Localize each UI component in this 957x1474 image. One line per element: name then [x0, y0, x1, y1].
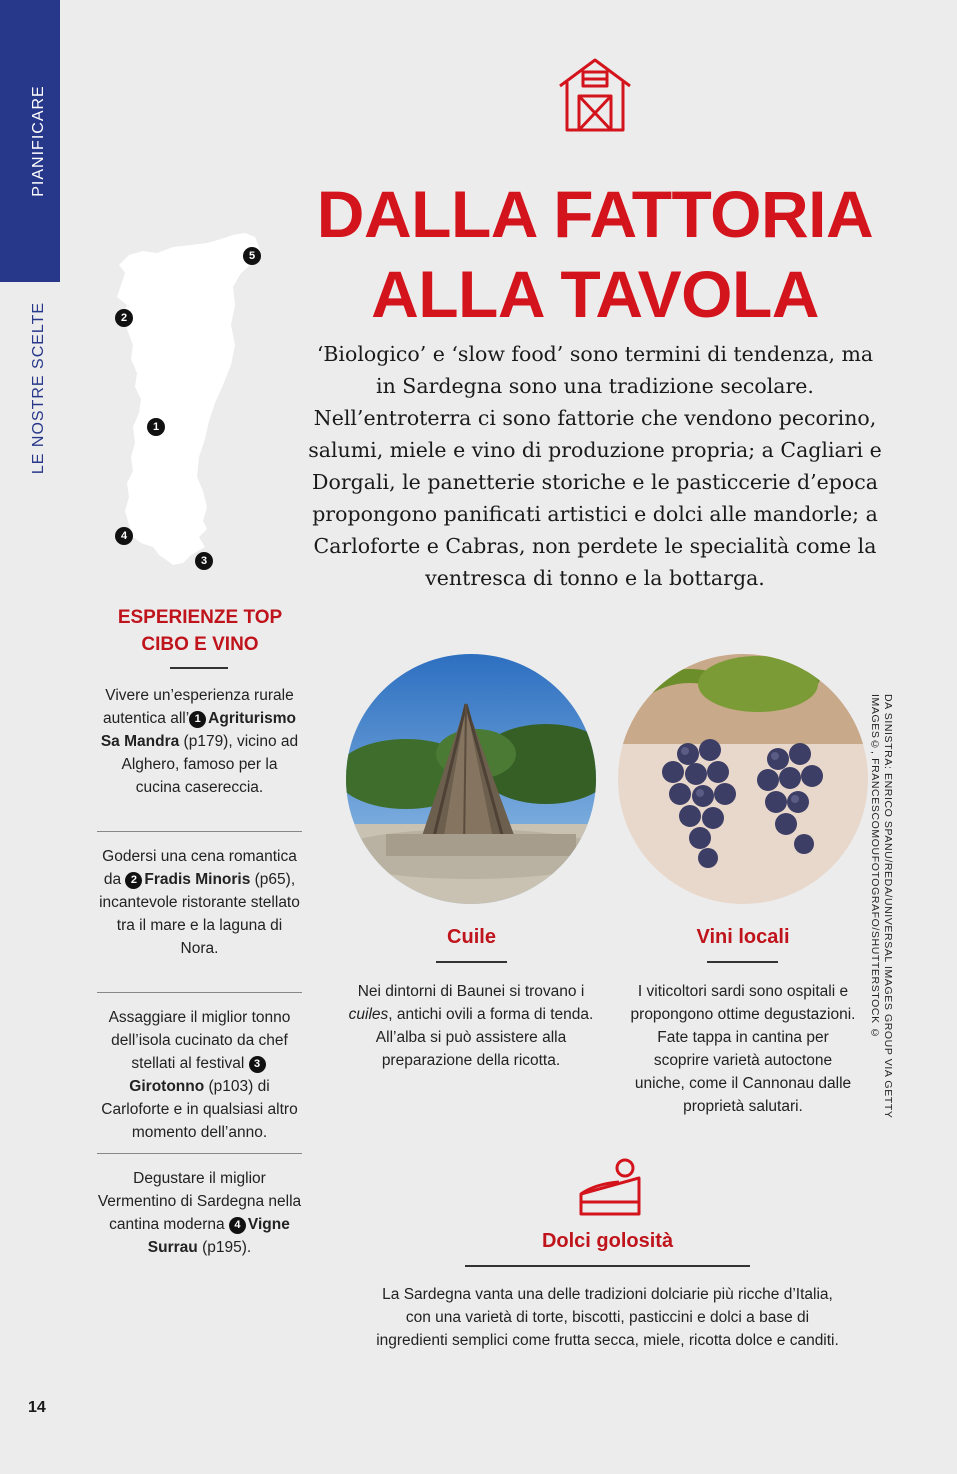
dolci-title: Dolci golosità — [541, 1230, 674, 1252]
section-label: PIANIFICARE — [30, 85, 47, 197]
number-badge: 2 — [125, 872, 142, 889]
photo-credit: DA SINISTRA: ENRICO SPANU/REDA/UNIVERSAL IMAGES GROUP VIA GETTY IMAGES©, FRANCESCOMOUFOTOGRAFO/SHUTTERSTOCK © — [869, 694, 894, 1119]
page-title: DALLA FATTORIA ALLA TAVOLA — [316, 177, 874, 331]
cake-icon — [575, 1156, 645, 1218]
divider — [97, 831, 302, 832]
experience-item-1: Vivere un’esperienza rurale autentica all’ 1 Agriturismo Sa Mandra (p179), vicino ad Alghero, famoso per la cucina casereccia. — [100, 687, 299, 796]
vini-text: I viticoltori sardi sono ospitali e propongono ottime degustazioni. Fate tappa in cantina per scoprire varietà autoctone uniche, come il Cannonau dalle proprietà salutari. — [630, 983, 856, 1115]
map-marker-5: 5 — [243, 247, 261, 265]
vini-title: Vini locali — [696, 926, 790, 948]
intro-paragraph: ‘Biologico’ e ‘slow food’ sono termini di tendenza, ma in Sardegna sono una tradizione secolare. Nell’entroterra ci sono fattorie che vendono pecorino, salumi, miele e vino di produzione propria; a Cagliari e Dorgali, le panetterie storiche e le pasticcerie d’epoca propongono panificati artistici e dolci alle mandorle; a Carloforte e Cabras, non perdete le specialità come la ventresca di tonno e la bottarga. — [308, 342, 882, 590]
experiences-rule — [170, 667, 228, 669]
cuile-text: Nei dintorni di Baunei si trovano i cuiles, antichi ovili a forma di tenda. All’alba si può assistere alla preparazione della ricotta. — [348, 983, 594, 1069]
number-badge: 1 — [189, 711, 206, 728]
map-marker-2: 2 — [115, 309, 133, 327]
cuile-photo — [346, 654, 596, 904]
dolci-rule — [465, 1265, 750, 1267]
map-marker-3: 3 — [195, 552, 213, 570]
divider — [97, 992, 302, 993]
experiences-title: ESPERIENZE TOP CIBO E VINO — [117, 607, 283, 655]
vini-rule — [707, 961, 778, 963]
grapes-photo — [618, 654, 868, 904]
barn-icon — [557, 56, 633, 132]
dolci-text: La Sardegna vanta una delle tradizioni dolciarie più ricche d’Italia, con una varietà di torte, biscotti, pasticcini e dolci a base di ingredienti semplici come frutta secca, miele, ricotta dolce e canditi. — [376, 1286, 839, 1349]
divider — [97, 1153, 302, 1154]
experience-item-3: Assaggiare il miglior tonno dell’isola cucinato da chef stellati al festival 3Girotonno (p103) di Carloforte e in qualsiasi altro momento dell’anno. — [101, 1009, 298, 1141]
map-marker-4: 4 — [115, 527, 133, 545]
number-badge: 4 — [229, 1217, 246, 1234]
cuile-title: Cuile — [447, 926, 496, 948]
number-badge: 3 — [249, 1056, 266, 1073]
cuile-rule — [436, 961, 507, 963]
page-number: 14 — [28, 1399, 46, 1416]
sardinia-map — [95, 225, 295, 585]
experience-item-2: Godersi una cena romantica da 2 Fradis Minoris (p65), incantevole ristorante stellato tra il mare e la laguna di Nora. — [99, 848, 300, 957]
experience-item-4: Degustare il miglior Vermentino di Sardegna nella cantina moderna 4 Vigne Surrau (p195). — [97, 1170, 302, 1256]
subsection-label: LE NOSTRE SCELTE — [30, 301, 47, 475]
map-marker-1: 1 — [147, 418, 165, 436]
